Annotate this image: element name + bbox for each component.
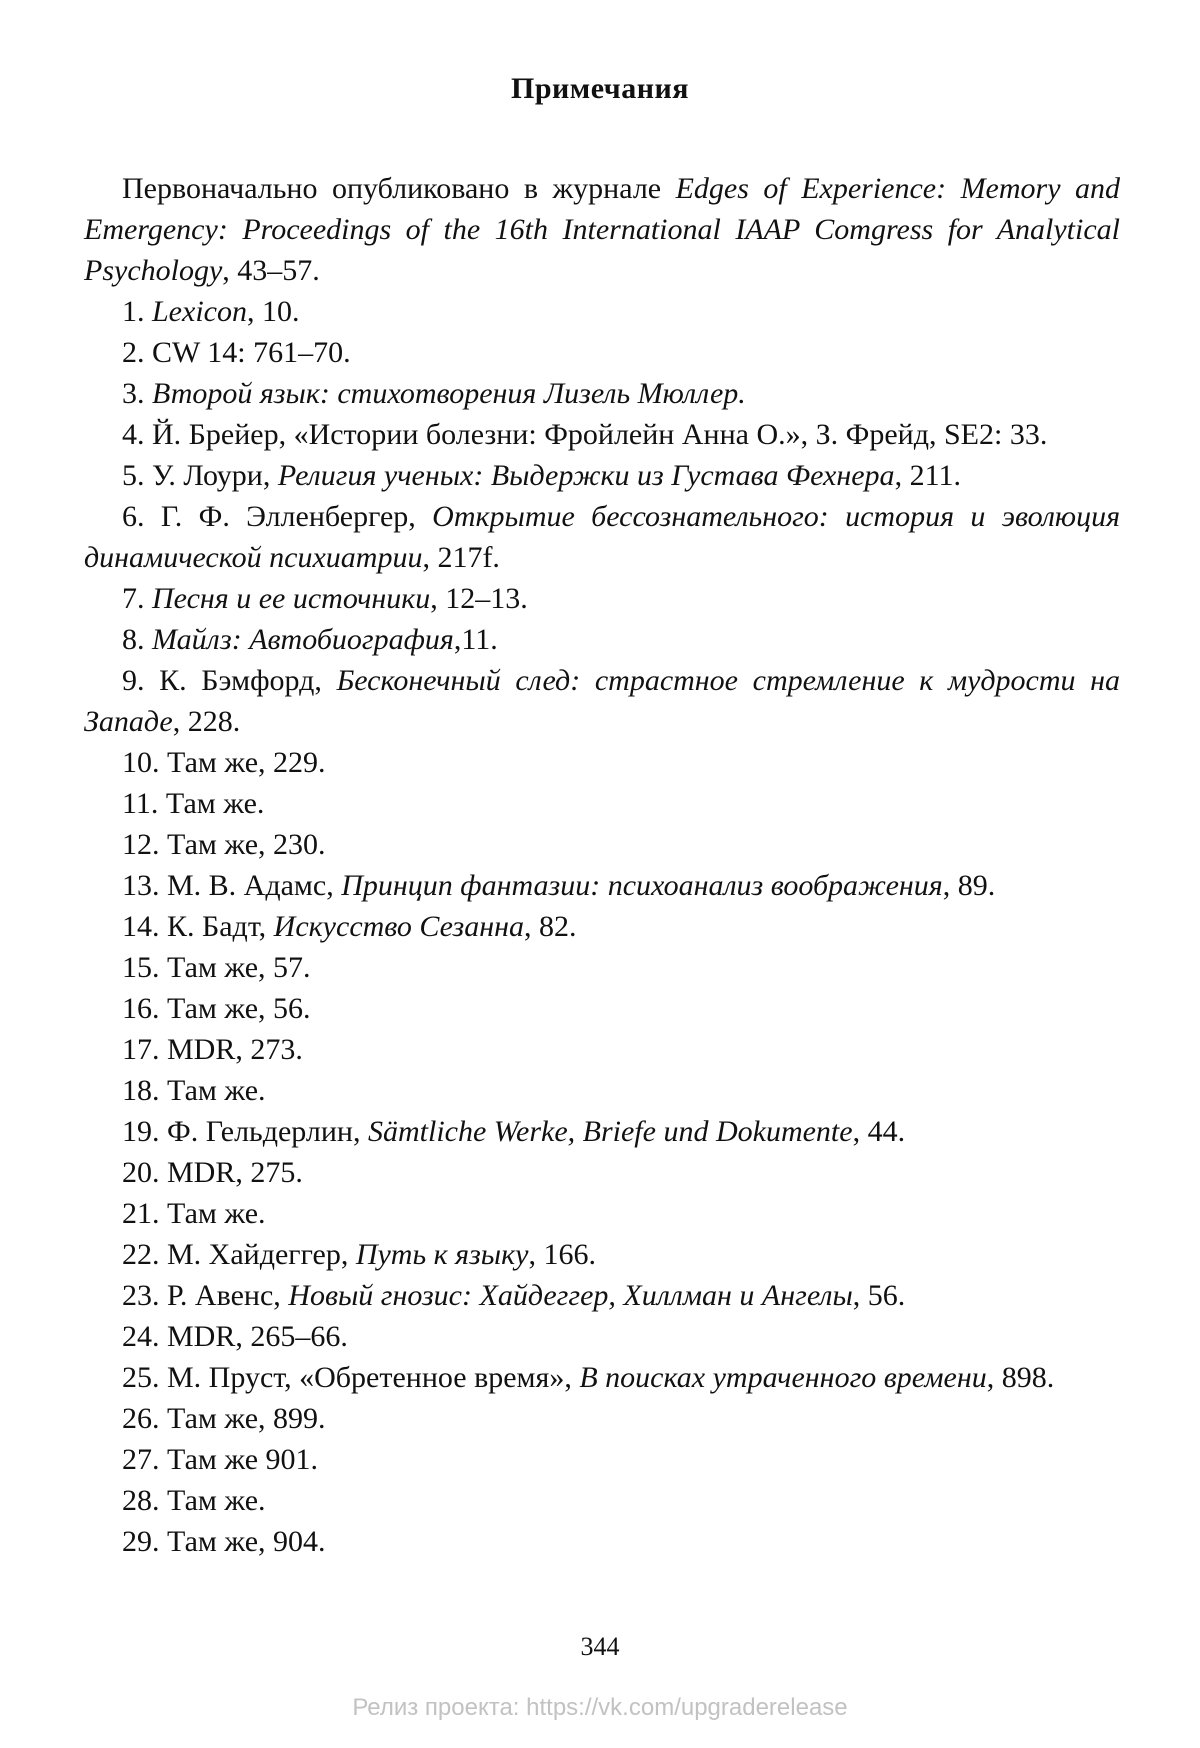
note-text: , 217f. (422, 541, 500, 574)
note-number: 11. (122, 787, 166, 820)
note-text: К. Бадт, (167, 910, 274, 943)
note-text: Там же, 899. (167, 1402, 326, 1435)
note-title: Майлз: Автобиография (152, 623, 454, 656)
page-title: Примечания (510, 72, 690, 105)
note-number: 4. (122, 418, 152, 451)
note-number: 23. (122, 1279, 167, 1312)
note-item (84, 1275, 1120, 1316)
note-number: 19. (122, 1115, 167, 1148)
note-text: К. Бэмфорд, (159, 664, 337, 697)
note-item (84, 1234, 1120, 1275)
note-number: 16. (122, 992, 167, 1025)
note-text: MDR, 265–66. (167, 1320, 348, 1353)
note-title: Новый гнозис: Хайдеггер, Хиллман и Ангелы (288, 1279, 853, 1312)
note-number: 22. (122, 1238, 167, 1271)
note-number: 14. (122, 910, 167, 943)
note-text: , 166. (528, 1238, 596, 1271)
note-text: Там же, 230. (167, 828, 326, 861)
note-number: 12. (122, 828, 167, 861)
note-number: 13. (122, 869, 167, 902)
note-text: М. Хайдеггер, (167, 1238, 356, 1271)
note-number: 15. (122, 951, 167, 984)
note-title: Искусство Сезанна (273, 910, 525, 943)
note-item (84, 660, 1120, 742)
note-item (84, 496, 1120, 578)
note-text: Там же, 57. (167, 951, 311, 984)
note-text: Р. Авенс, (167, 1279, 289, 1312)
note-text: У. Лоури, (152, 459, 278, 492)
note-text: , 228. (172, 705, 241, 738)
note-item (84, 1316, 1120, 1357)
note-title: Путь к языку (355, 1238, 529, 1271)
note-item (84, 1439, 1120, 1480)
note-title: Lexicon (152, 295, 247, 328)
note-text: , 10. (246, 295, 300, 328)
note-number: 17. (122, 1033, 167, 1066)
note-title: Принцип фантазии: психоанализ воображения (341, 869, 943, 902)
note-text: Там же 901. (167, 1443, 319, 1476)
note-text: Там же. (167, 1074, 266, 1107)
note-item (84, 1398, 1120, 1439)
page-number: 344 (580, 1632, 620, 1661)
note-title: Песня и ее источники (152, 582, 431, 615)
note-item (84, 414, 1120, 455)
note-item (84, 1193, 1120, 1234)
note-text: М. В. Адамс, (167, 869, 342, 902)
note-item (84, 1152, 1120, 1193)
note-text: , 898. (986, 1361, 1055, 1394)
note-item (84, 947, 1120, 988)
note-number: 18. (122, 1074, 167, 1107)
notes-list (84, 291, 1120, 1562)
note-item (84, 1029, 1120, 1070)
intro-lead: Первоначально опубликовано в журнале (122, 172, 676, 205)
note-number: 27. (122, 1443, 167, 1476)
note-item (84, 619, 1120, 660)
note-text: , 82. (524, 910, 577, 943)
note-item (84, 1357, 1120, 1398)
note-text: Г. Ф. Элленбергер, (160, 500, 433, 533)
note-text: , 44. (852, 1115, 906, 1148)
note-item (84, 742, 1120, 783)
note-text: Там же. (167, 1197, 266, 1230)
intro-paragraph (84, 168, 1120, 291)
note-title: Открытие бессознательного: история и эволюция динамической психиатрии (84, 500, 1121, 574)
note-item (84, 865, 1120, 906)
note-text: ,11. (453, 623, 498, 656)
note-number: 5. (122, 459, 152, 492)
note-item (84, 1111, 1120, 1152)
note-text: , 56. (852, 1279, 906, 1312)
note-item (84, 332, 1120, 373)
note-text: М. Пруст, «Обретенное время», (167, 1361, 580, 1394)
note-number: 24. (122, 1320, 167, 1353)
note-item (84, 988, 1120, 1029)
note-number: 25. (122, 1361, 167, 1394)
note-text: , 12–13. (430, 582, 528, 615)
note-number: 28. (122, 1484, 167, 1517)
note-number: 2. (122, 336, 152, 369)
note-number: 8. (122, 623, 152, 656)
note-item (84, 906, 1120, 947)
note-number: 21. (122, 1197, 167, 1230)
note-item (84, 291, 1120, 332)
note-text: Там же, 56. (167, 992, 311, 1025)
note-title: Второй язык: стихотворения Лизель Мюллер. (152, 377, 746, 410)
note-text: Там же. (165, 787, 265, 820)
note-title: Бесконечный след: страстное стремление к мудрости на Западе (84, 664, 1121, 738)
note-title: В поисках утраченного времени (579, 1361, 987, 1394)
note-number: 20. (122, 1156, 167, 1189)
note-item (84, 824, 1120, 865)
note-number: 7. (122, 582, 152, 615)
intro-pages: , 43–57. (222, 254, 320, 287)
note-title: Sämtliche Werke, Briefe und Dokumente (368, 1115, 853, 1148)
note-text: Й. Брейер, «Истории болезни: Фройлейн Анна О.», З. Фрейд, SE2: 33. (152, 418, 1048, 451)
note-text: MDR, 275. (167, 1156, 303, 1189)
note-text: Там же. (167, 1484, 266, 1517)
note-text: MDR, 273. (167, 1033, 303, 1066)
note-text: Ф. Гельдерлин, (167, 1115, 368, 1148)
note-item (84, 1521, 1120, 1562)
note-text: , 89. (942, 869, 996, 902)
note-number: 29. (122, 1525, 167, 1558)
note-item (84, 1070, 1120, 1111)
note-number: 26. (122, 1402, 167, 1435)
note-item (84, 373, 1120, 414)
note-number: 9. (122, 664, 160, 697)
note-item (84, 1480, 1120, 1521)
note-item (84, 455, 1120, 496)
note-text: Там же, 904. (167, 1525, 326, 1558)
watermark: Релиз проекта: https://vk.com/upgraderelease (352, 1694, 848, 1721)
note-item (84, 578, 1120, 619)
note-text: CW 14: 761–70. (152, 336, 351, 369)
note-text: , 211. (894, 459, 961, 492)
note-number: 10. (122, 746, 167, 779)
note-number: 1. (122, 295, 152, 328)
note-number: 3. (122, 377, 152, 410)
note-number: 6. (122, 500, 161, 533)
note-item (84, 783, 1120, 824)
note-title: Религия ученых: Выдержки из Густава Фехнера (277, 459, 895, 492)
note-text: Там же, 229. (167, 746, 326, 779)
intro-source: Edges of Experience: Memory and Emergency: Proceedings of the 16th International IAAP Comgress for Analytical Psychology (84, 172, 1120, 287)
